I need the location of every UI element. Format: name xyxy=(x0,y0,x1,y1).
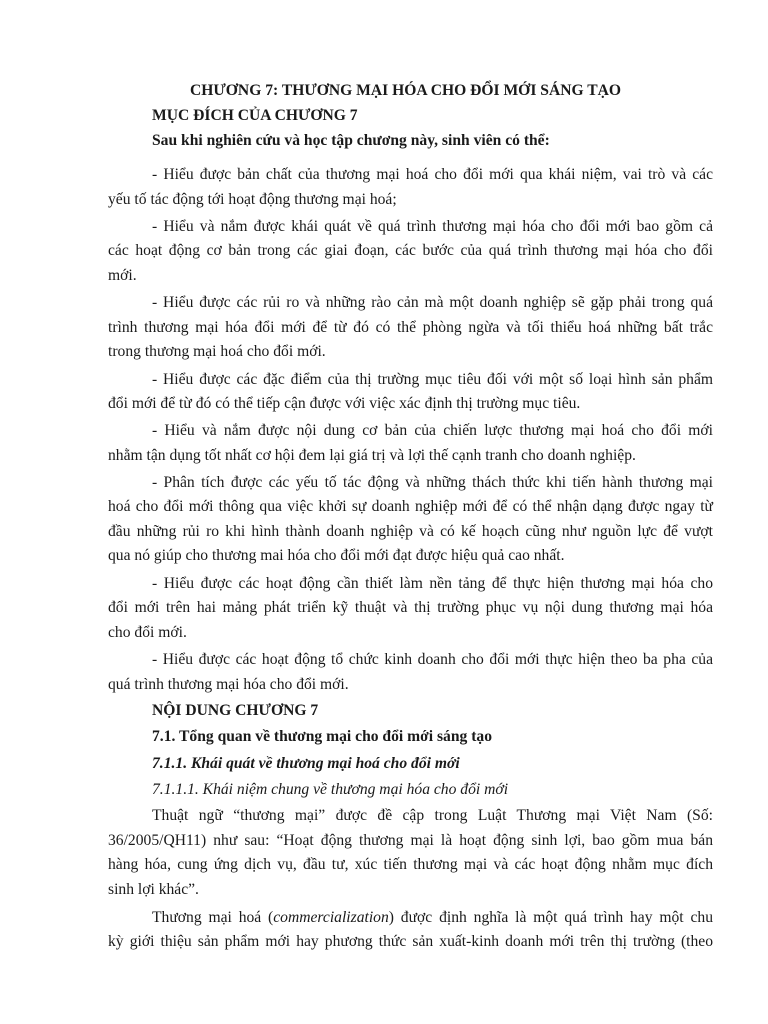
text-line: - Hiểu được các đặc điểm của thị trường mục tiêu đối với một số loại hình sản phẩm xyxy=(152,371,713,388)
text-line: đầu những rủi ro khi hình thành doanh nghiệp và có kế hoạch cũng như nguồn lực để vượt xyxy=(108,523,713,540)
text-line: qua nó giúp cho thương mai hóa cho đổi mới đạt được hiệu quả cao nhất. xyxy=(108,547,565,564)
text-line: đổi mới để từ đó có thể tiếp cận được với việc xác định thị trường mục tiêu. xyxy=(108,395,581,412)
text-line: - Hiểu và nắm được khái quát về quá trình thương mại hóa cho đổi mới bao gồm cả xyxy=(152,218,713,235)
text-line: đổi mới trên hai mảng phát triển kỹ thuật và thị trường phục vụ nội dung thương mại hóa xyxy=(108,599,713,616)
text-line: cho đổi mới. xyxy=(108,624,187,641)
text-line: hàng hóa, cung ứng dịch vụ, đầu tư, xúc tiến thương mại và các hoạt động nhằm mục đích xyxy=(108,856,713,873)
text-span: Thương mại hoá ( xyxy=(152,909,274,926)
text-line: 36/2005/QH11) như sau: “Hoạt động thương mại là hoạt động sinh lợi, bao gồm mua bán xyxy=(108,832,713,849)
text-line: mới. xyxy=(108,267,137,284)
text-line: - Phân tích được các yếu tố tác động và những thách thức khi tiến hành thương mại xyxy=(152,474,713,491)
text-line: - Hiểu được các hoạt động tổ chức kinh doanh cho đổi mới thực hiện theo ba pha của xyxy=(152,651,713,668)
text-line: - Hiểu được bản chất của thương mại hoá cho đổi mới qua khái niệm, vai trò và các xyxy=(152,166,713,183)
subsubsection-heading: 7.1.1.1. Khái niệm chung về thương mại hóa cho đổi mới xyxy=(152,781,509,798)
text-line: các hoạt động cơ bản trong các giai đoạn, các bước của quá trình thương mại hóa cho đổi xyxy=(108,242,713,259)
text-line: hoá cho đổi mới thông qua việc khởi sự doanh nghiệp mới để có thể nhận dạng được ngay từ xyxy=(108,498,713,515)
text-line: nhằm tận dụng tốt nhất cơ hội đem lại giá trị và lợi thế cạnh tranh cho doanh nghiệp. xyxy=(108,447,636,464)
italic-term: commercialization xyxy=(273,909,389,926)
text-line: quá trình thương mại hóa cho đổi mới. xyxy=(108,676,349,693)
text-line: - Hiểu được các rủi ro và những rào cản mà một doanh nghiệp sẽ gặp phải trong quá xyxy=(152,294,713,311)
text-span: ) được định nghĩa là một quá trình hay một chu xyxy=(388,909,714,926)
chapter-title: CHƯƠNG 7: THƯƠNG MẠI HÓA CHO ĐỔI MỚI SÁNG TẠO xyxy=(190,82,622,99)
text-line: trình thương mại hóa đổi mới để từ đó có thể phòng ngừa và tối thiểu hoá những bất trắc xyxy=(108,319,713,336)
purpose-heading: MỤC ĐÍCH CỦA CHƯƠNG 7 xyxy=(152,107,358,124)
text-line: kỳ giới thiệu sản phẩm mới hay phương thức sản xuất-kinh doanh mới trên thị trường (theo xyxy=(108,933,713,950)
text-line: - Hiểu và nắm được nội dung cơ bản của chiến lược thương mại hoá cho đổi mới xyxy=(152,422,713,439)
text-line: - Hiểu được các hoạt động cần thiết làm nền tảng để thực hiện thương mại hóa cho xyxy=(152,575,713,592)
text-line xyxy=(152,908,713,928)
section-heading: 7.1. Tổng quan về thương mại cho đổi mới sáng tạo xyxy=(152,728,493,745)
text-line: yếu tố tác động tới hoạt động thương mại hoá; xyxy=(108,191,397,208)
subsection-heading: 7.1.1. Khái quát về thương mại hoá cho đổi mới xyxy=(152,755,460,772)
text-line: sinh lợi khác”. xyxy=(108,881,199,898)
content-heading: NỘI DUNG CHƯƠNG 7 xyxy=(152,702,319,719)
intro-line: Sau khi nghiên cứu và học tập chương này, sinh viên có thể: xyxy=(152,132,550,149)
text-line: Thuật ngữ “thương mại” được đề cập trong Luật Thương mại Việt Nam (Số: xyxy=(152,807,713,824)
text-line: trong thương mại hoá cho đổi mới. xyxy=(108,343,326,360)
